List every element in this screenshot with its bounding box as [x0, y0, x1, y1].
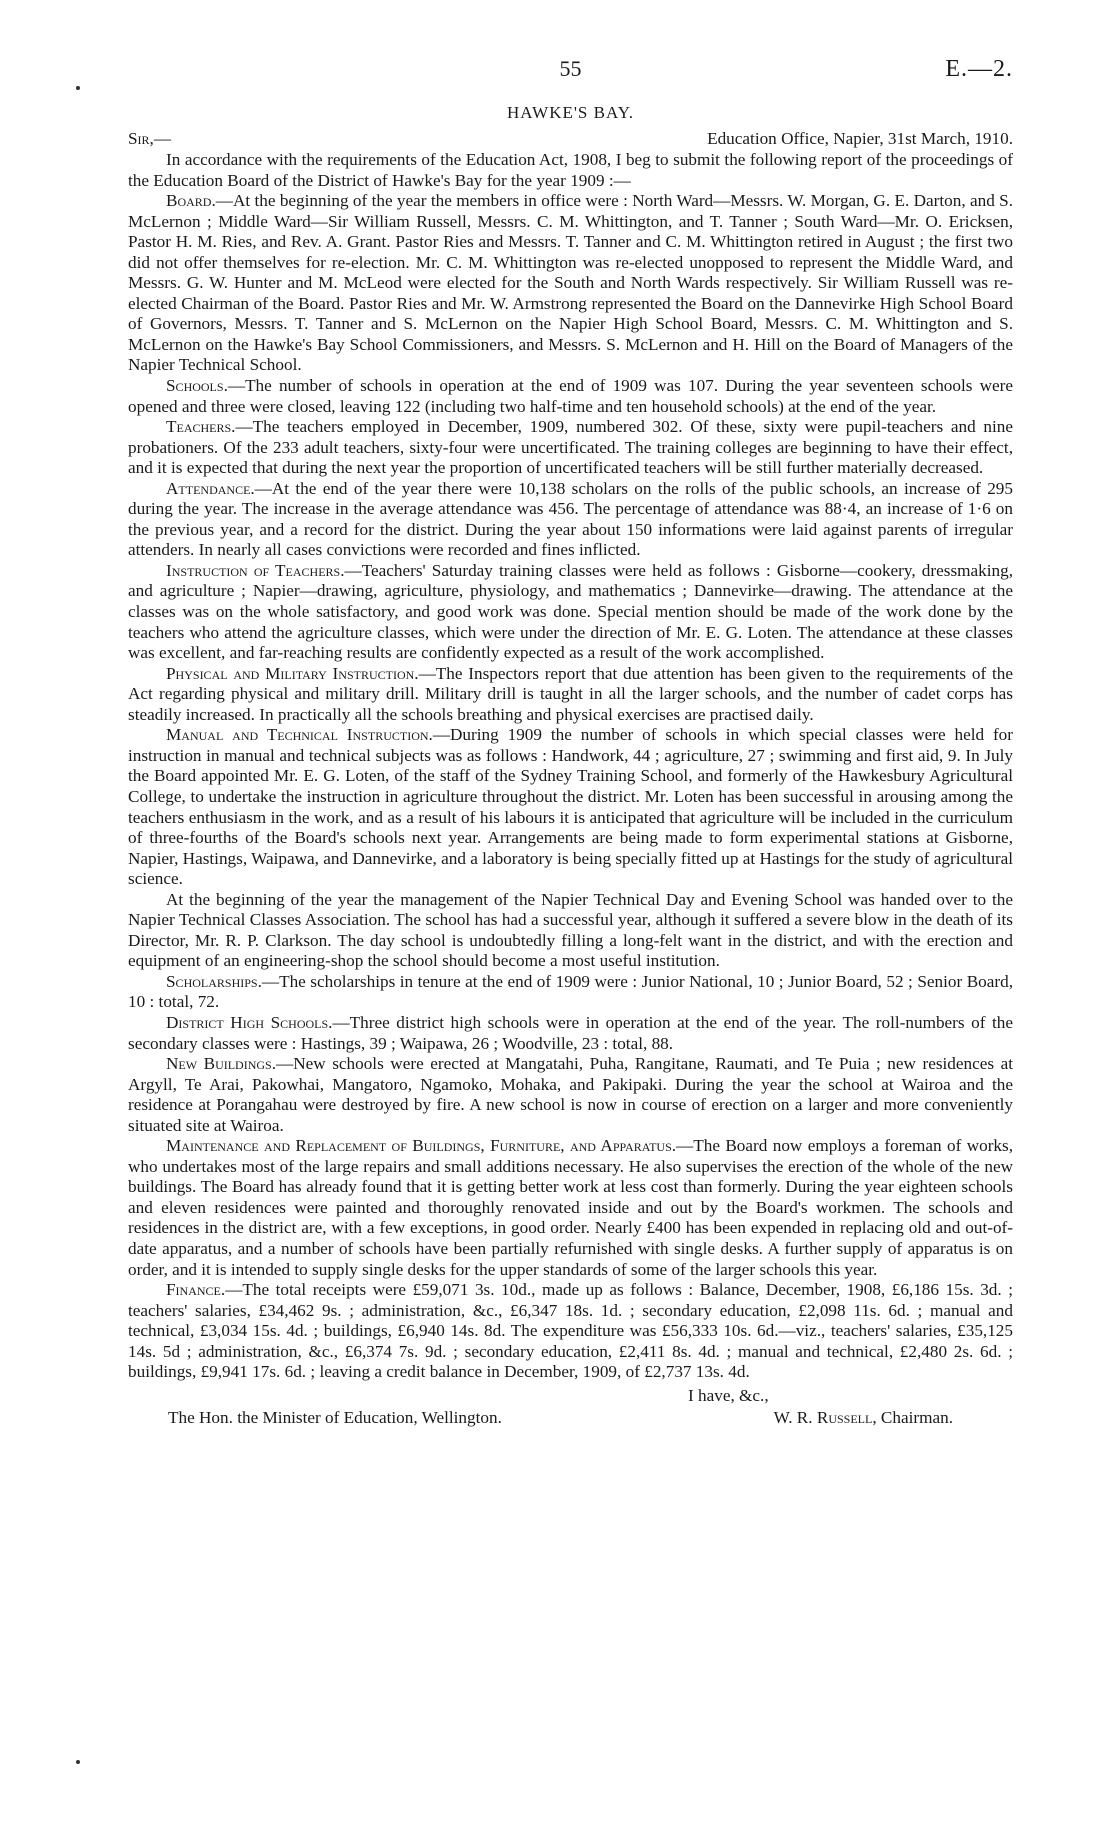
paragraph-heading: Attendance. [166, 478, 255, 498]
paragraph-heading: District High Schools. [166, 1012, 333, 1032]
report-paragraph [128, 479, 1013, 561]
report-paragraph [128, 972, 1013, 1013]
paragraph-heading: Teachers. [166, 417, 236, 437]
margin-mark [76, 1760, 80, 1764]
paragraph-text: —The teachers employed in December, 1909, numbered 302. Of these, sixty were pupil-teachers and nine probationers. Of the 233 adult teachers, sixty-four were uncertificated. The training colleges are beginning to have their effect, and it is expected that during the next year the proportion of uncertificated teachers will be still further materially decreased. [128, 417, 1013, 478]
sign-off [128, 1385, 1013, 1431]
letter-header [128, 128, 1013, 150]
paragraph-text: —The total receipts were £59,071 3s. 10d., made up as follows : Balance, December, 1908, £6,186 15s. 3d. ; teachers' salaries, £34,462 9s. ; administration, &c., £6,347 18s. 1d. ; secondary education, £2,098 11s. 6d. ; manual and technical, £3,034 15s. 4d. ; buildings, £6,940 14s. 8d. The expenditure was £56,333 10s. 6d.—viz., teachers' salaries, £35,125 14s. 5d ; administration, &c., £6,374 7s. 9d. ; secondary education, £2,411 8s. 4d. ; manual and technical, £2,480 2s. 6d. ; buildings, £9,941 17s. 6d. ; leaving a credit balance in December, 1909, of £2,737 13s. 4d. [128, 1280, 1013, 1382]
report-paragraph [128, 191, 1013, 376]
report-paragraph [128, 1280, 1013, 1383]
report-paragraph [128, 150, 1013, 191]
paragraph-heading: Manual and Technical Instruction. [166, 725, 433, 745]
report-paragraph [128, 1013, 1013, 1054]
signature-title: , Chairman. [872, 1407, 953, 1427]
closing-phrase: I have, &c., [688, 1385, 769, 1405]
paragraph-text: —During 1909 the number of schools in which special classes were held for instruction in manual and technical subjects was as follows : Handwork, 44 ; agriculture, 27 ; swimming and first aid, 9. In July the Board appointed Mr. E. G. Loten, of the staff of the Sydney Training School, and formerly of the Hawkesbury Agricultural College, to undertake the instruction in agriculture throughout the district. Mr. Loten has been successful in arousing among the teachers enthusiasm in the work, and as a result of his labours it is anticipated that agriculture will be included in the curriculum of three-fourths of the Board's schools next year. Arrangements are being made to form experimental stations at Gisborne, Napier, Hastings, Waipawa, and Dannevirke, and a laboratory is being specially fitted up at Hastings for the study of agricultural science. [128, 725, 1013, 889]
paragraph-text: —The Board now employs a foreman of works, who undertakes most of the large repairs and small additions necessary. He also supervises the erection of the whole of the new buildings. The Board has already found that it is getting better work at less cost than formerly. During the year eighteen schools and eleven residences were painted and thoroughly renovated inside and out by the Board's workmen. The schools and residences in the district are, with a few exceptions, in good order. Nearly £400 has been expended in replacing old and out-of-date apparatus, and a number of schools have been partially refurnished with single desks. A further supply of apparatus is on order, and it is intended to supply single desks for the upper standards of some of the larger schools this year. [128, 1136, 1013, 1279]
report-paragraph [128, 561, 1013, 664]
paragraph-text: At the beginning of the year the management of the Napier Technical Day and Evening School was handed over to the Napier Technical Classes Association. The school has had a successful year, although it suffered a severe blow in the death of its Director, Mr. R. P. Clarkson. The day school is undoubtedly filling a long-felt want in the district, and with the erection and equipment of an engineering-shop the school should become a most useful institution. [128, 889, 1013, 971]
section-code: E.—2. [945, 56, 1013, 82]
paragraph-heading: Maintenance and Replacement of Buildings, Furniture, and Apparatus. [166, 1136, 677, 1156]
paragraph-heading: Board. [166, 191, 216, 211]
report-paragraph [128, 417, 1013, 479]
paragraph-text: —At the end of the year there were 10,138 scholars on the rolls of the public schools, an increase of 295 during the year. The increase in the average attendance was 456. The percentage of attendance was 88·4, an increase of 1·6 on the previous year, and a record for the district. During the year about 150 informations were laid against parents of irregular attenders. In nearly all cases convictions were recorded and fines inflicted. [128, 478, 1013, 560]
paragraph-text: —The Inspectors report that due attention has been given to the requirements of the Act regarding physical and military drill. Military drill is taught in all the larger schools, and the number of cadet corps has steadily increased. In practically all the schools breathing and physical exercises are practised daily. [128, 663, 1013, 724]
report-paragraph [128, 664, 1013, 726]
margin-mark [76, 86, 80, 90]
paragraph-heading: Schools. [166, 376, 228, 396]
paragraph-text: —Three district high schools were in operation at the end of the year. The roll-numbers of the secondary classes were : Hastings, 39 ; Waipawa, 26 ; Woodville, 23 : total, 88. [128, 1012, 1013, 1053]
report-body [128, 150, 1013, 1383]
paragraph-text: In accordance with the requirements of the Education Act, 1908, I beg to submit the following report of the proceedings of the Education Board of the District of Hawke's Bay for the year 1909 :— [128, 150, 1013, 190]
page-number: 55 [559, 56, 582, 81]
signature [774, 1407, 953, 1429]
paragraph-text: —The number of schools in operation at the end of 1909 was 107. During the year seventeen schools were opened and three were closed, leaving 122 (including two half-time and ten household schools) at the end of the year. [128, 376, 1013, 416]
paragraph-heading: New Buildings. [166, 1054, 277, 1074]
paragraph-text: —The scholarships in tenure at the end of 1909 were : Junior National, 10 ; Junior Board, 52 ; Senior Board, 10 : total, 72. [128, 971, 1013, 1012]
paragraph-text: —New schools were erected at Mangatahi, Puha, Rangitane, Raumati, and Te Puia ; new residences at Argyll, Te Arai, Pakowhai, Mangatoro, Ngamoko, Mohaka, and Pakipaki. During the year the school at Wairoa and the residence at Porangahau were destroyed by fire. A new school is now in course of erection on a larger and more conveniently situated site at Wairoa. [128, 1054, 1013, 1135]
report-paragraph [128, 890, 1013, 972]
recipient: The Hon. the Minister of Education, Wellington. [168, 1407, 502, 1427]
paragraph-heading: Physical and Military Instruction. [166, 663, 419, 683]
paragraph-heading: Instruction of Teachers. [166, 560, 345, 580]
paragraph-text: —Teachers' Saturday training classes were held as follows : Gisborne—cookery, dressmaking, and agriculture ; Napier—drawing, agriculture, physiology, and mathematics ; Dannevirke—drawing. The attendance at the classes was on the whole satisfactory, and good work was done. Special mention should be made of the work done by the teachers who attend the agriculture classes, which were under the direction of Mr. E. G. Loten. The attendance at these classes was excellent, and far-reaching results are confidently expected as a result of the work accomplished. [128, 560, 1013, 663]
paragraph-heading: Scholarships. [166, 971, 262, 991]
report-paragraph [128, 1054, 1013, 1136]
report-paragraph [128, 725, 1013, 889]
report-paragraph [128, 1136, 1013, 1280]
signature-name: W. R. Russell [773, 1407, 873, 1427]
document-page [128, 52, 1013, 1431]
report-paragraph [128, 376, 1013, 417]
dateline: Education Office, Napier, 31st March, 1910. [707, 129, 1013, 148]
page-header [128, 52, 1013, 90]
salutation: Sir,— [128, 129, 172, 148]
page-title: HAWKE'S BAY. [506, 103, 635, 122]
paragraph-heading: Finance. [166, 1280, 226, 1300]
paragraph-text: —At the beginning of the year the members in office were : North Ward—Messrs. W. Morgan, G. E. Darton, and S. McLernon ; Middle Ward—Sir William Russell, Messrs. C. M. Whittington, and T. Tanner ; South Ward—Mr. O. Ericksen, Pastor H. M. Ries, and Rev. A. Grant. Pastor Ries and Messrs. T. Tanner and C. M. Whittington retired in August ; the first two did not offer themselves for re-election. Mr. C. M. Whittington was re-elected unopposed to represent the Middle Ward, and Messrs. G. W. Hunter and M. McLeod were elected for the South and North Wards respectively. Sir William Russell was re-elected Chairman of the Board. Pastor Ries and Mr. W. Armstrong represented the Board on the Dannevirke High School Board of Governors, Messrs. T. Tanner and S. McLernon on the Napier High School Board, Messrs. C. M. Whittington and S. McLernon on the Hawke's Bay School Commissioners, and Messrs. S. McLernon and H. Hill on the Board of Managers of the Napier Technical School. [128, 191, 1013, 375]
